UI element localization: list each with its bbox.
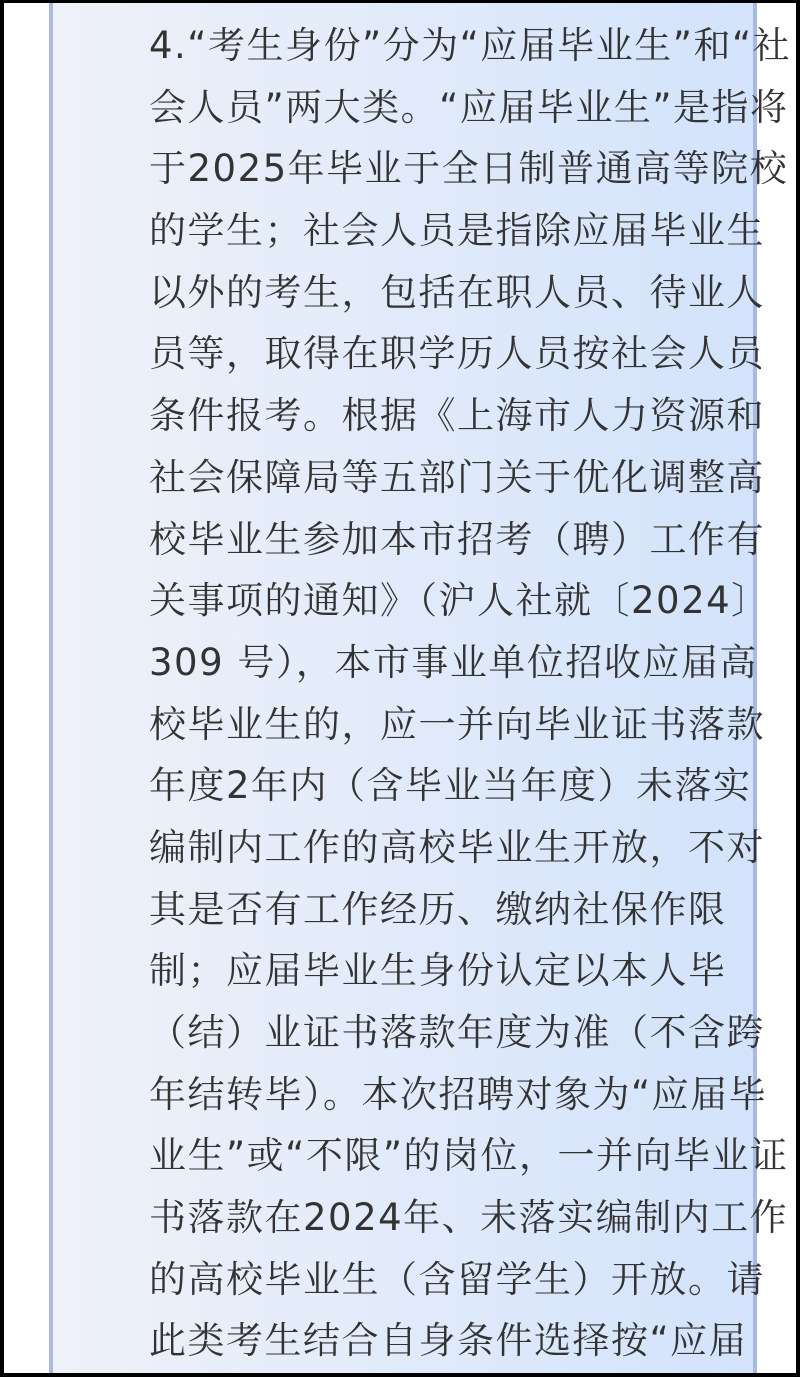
text-line: 书落款在2024年、未落实编制内工作 <box>149 1196 789 1240</box>
text-line: 于2025年毕业于全日制普通高等院校 <box>149 147 789 191</box>
text-line: 其是否有工作经历、缴纳社保作限 <box>149 887 727 931</box>
text-line: 309 号），本市事业单位招收应届高 <box>149 640 758 684</box>
text-line: 以外的考生，包括在职人员、待业人 <box>149 270 765 314</box>
text-line: 社会保障局等五部门关于优化调整高 <box>149 455 765 499</box>
text-line: 会人员”两大类。“应届毕业生”是指将 <box>149 85 789 129</box>
text-line: 的高校毕业生（含留学生）开放。请 <box>149 1257 765 1301</box>
text-line: 年结转毕）。本次招聘对象为“应届毕 <box>149 1072 768 1116</box>
text-line: 制；应届毕业生身份认定以本人毕 <box>149 949 727 993</box>
text-line: 的学生；社会人员是指除应届毕业生 <box>149 209 765 253</box>
text-line: 校毕业生的，应一并向毕业证书落款 <box>149 702 765 746</box>
text-line: 关事项的通知》（沪人社就〔2024〕 <box>149 579 770 623</box>
document-text <box>149 15 791 1372</box>
content-panel <box>49 3 792 1373</box>
text-line: 校毕业生参加本市招考（聘）工作有 <box>149 517 765 561</box>
page-frame <box>4 3 796 1373</box>
text-line: 年度2年内（含毕业当年度）未落实 <box>149 764 752 808</box>
text-line: （结）业证书落款年度为准（不含跨 <box>149 1011 765 1054</box>
text-line: 条件报考。根据《上海市人力资源和 <box>149 394 765 438</box>
text-line: 此类考生结合自身条件选择按“应届 <box>149 1319 748 1363</box>
text-line: 员等，取得在职学历人员按社会人员 <box>149 332 765 376</box>
text-line: 业生”或“不限”的岗位，一并向毕业证 <box>149 1134 789 1178</box>
text-line: 4.“考生身份”分为“应届毕业生”和“社 <box>149 24 792 67</box>
text-line: 编制内工作的高校毕业生开放，不对 <box>149 825 765 869</box>
